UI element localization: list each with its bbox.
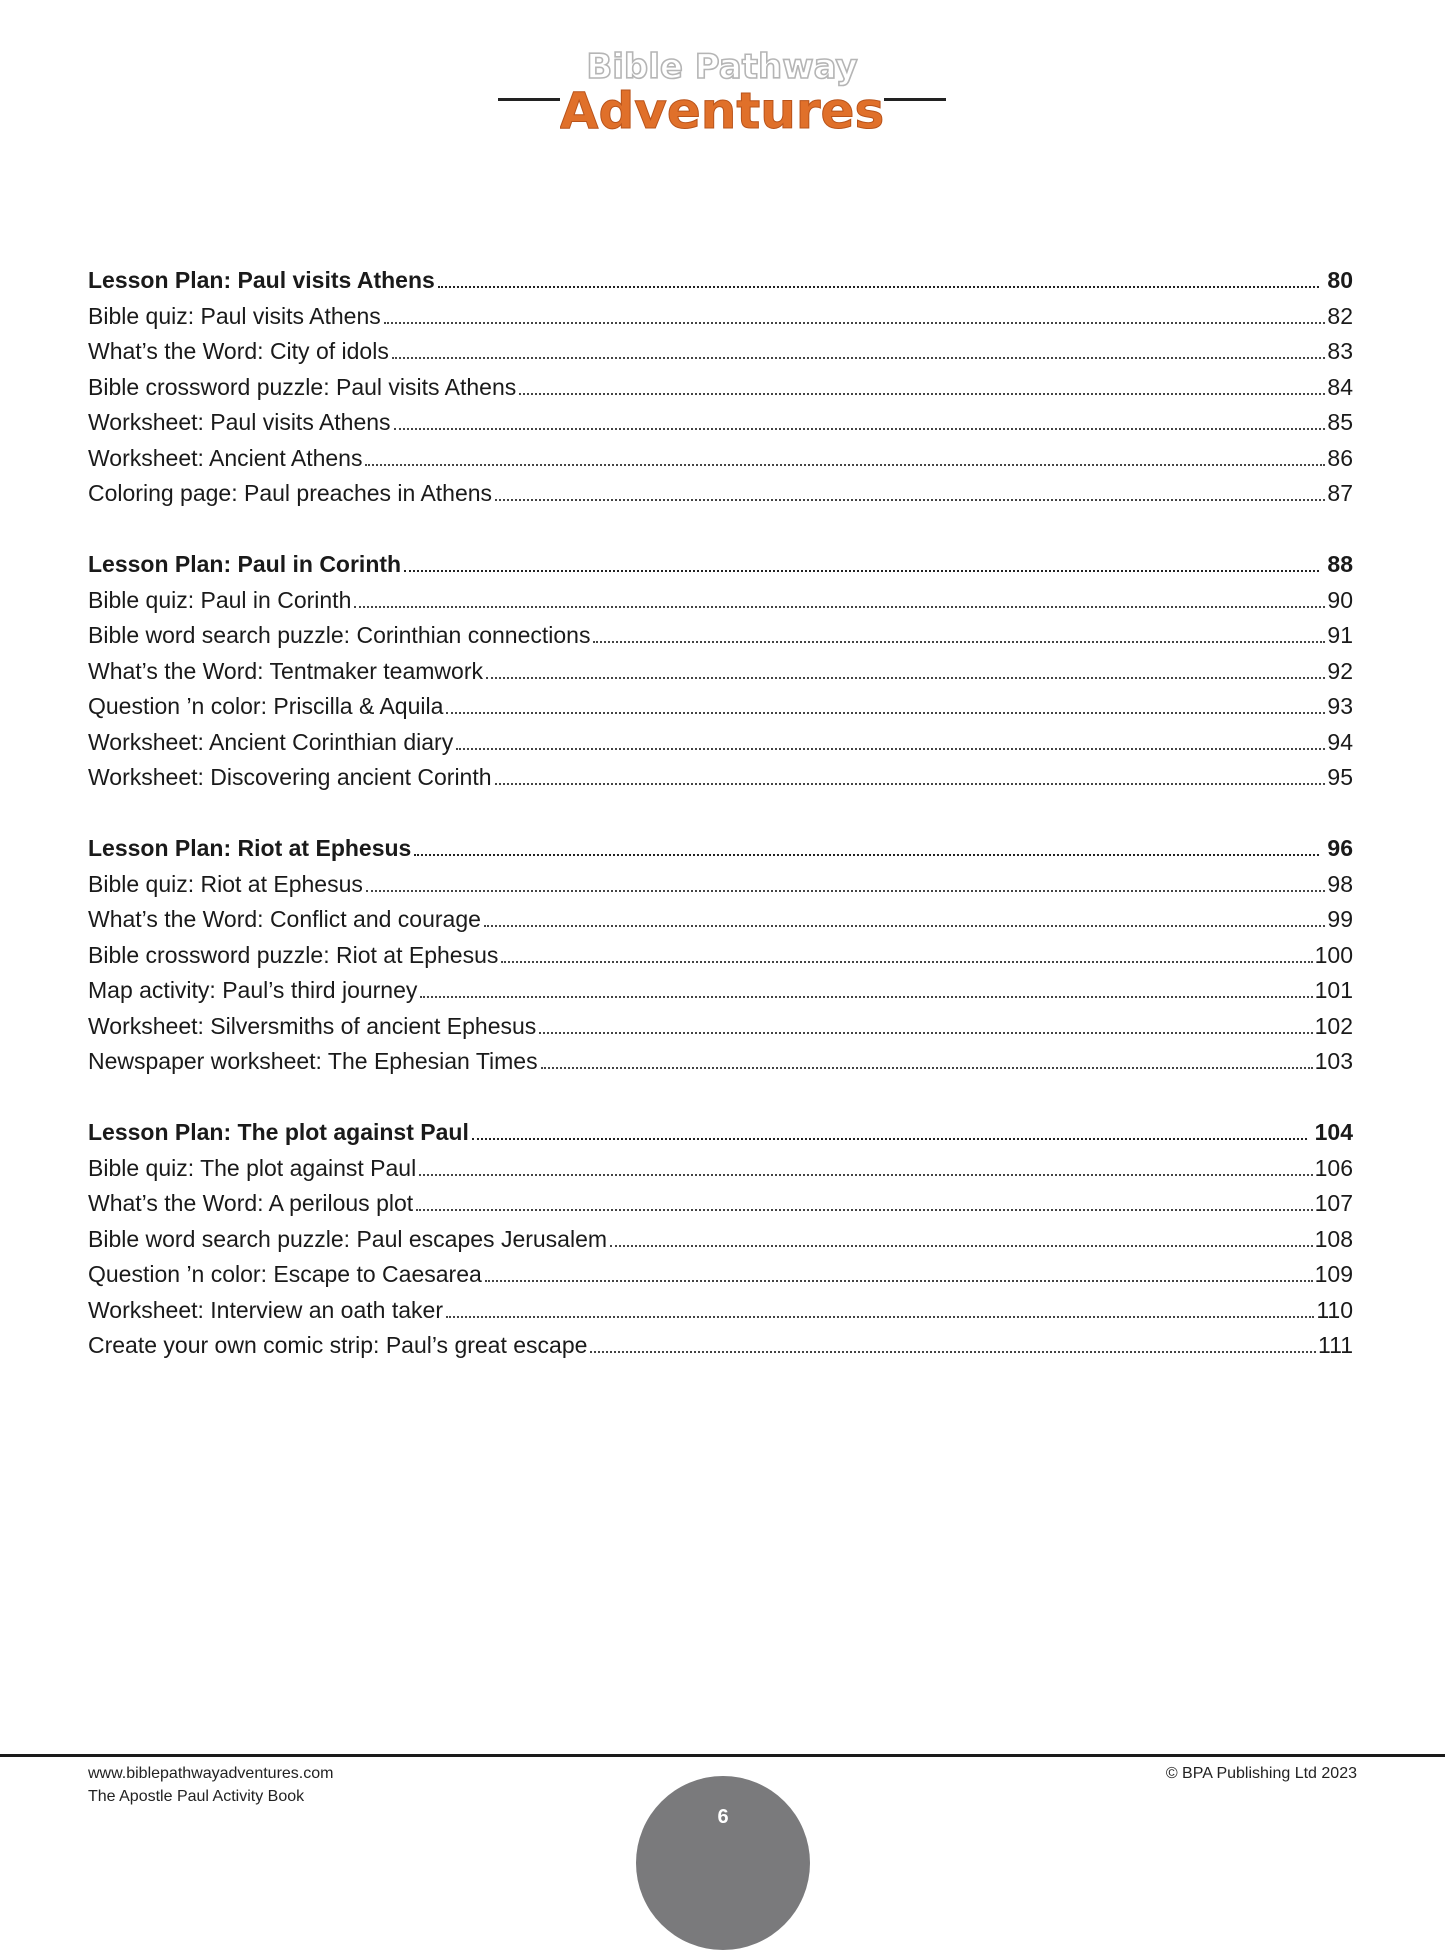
toc-entry-title: What’s the Word: Conflict and courage (88, 906, 481, 932)
dot-leader (486, 677, 1325, 679)
toc-entry[interactable] (88, 902, 1353, 938)
toc-entry-title: Bible quiz: Riot at Ephesus (88, 870, 363, 897)
toc-heading-page: 88 (1327, 551, 1353, 577)
toc-heading-page: 96 (1327, 835, 1353, 861)
toc-entry-page: 86 (1327, 444, 1353, 471)
toc-entry[interactable] (88, 405, 1353, 441)
toc-section-athens (88, 263, 1353, 512)
logo-line2: Adventures (560, 82, 885, 140)
toc-entry-page: 99 (1327, 906, 1353, 932)
dot-leader (610, 1245, 1313, 1247)
dot-leader (541, 1067, 1313, 1069)
toc-entry[interactable] (88, 1151, 1353, 1187)
toc-heading[interactable] (88, 547, 1353, 583)
dot-leader (485, 1280, 1313, 1282)
toc-entry-title: Question ’n color: Priscilla & Aquila (88, 693, 444, 719)
toc-entry-page: 95 (1327, 764, 1353, 790)
toc-entry-page: 94 (1327, 728, 1353, 755)
toc-entry[interactable] (88, 867, 1353, 903)
dot-leader (593, 641, 1325, 643)
page-number-tab (636, 1776, 810, 1950)
toc-entry[interactable] (88, 973, 1353, 1009)
toc-heading[interactable] (88, 263, 1353, 299)
dot-leader (354, 606, 1325, 608)
toc-entry-title: Coloring page: Paul preaches in Athens (88, 480, 493, 506)
toc-heading-page: 80 (1327, 267, 1353, 293)
toc-entry-title: Worksheet: Silversmiths of ancient Ephesus (88, 1012, 537, 1039)
page-number: 6 (717, 1806, 729, 1828)
toc-entry[interactable] (88, 1328, 1353, 1364)
toc-entry[interactable] (88, 725, 1353, 761)
dot-leader (414, 854, 1319, 856)
toc-entry[interactable] (88, 476, 1353, 512)
toc-entry-title: Worksheet: Paul visits Athens (88, 409, 391, 435)
dot-leader (384, 322, 1326, 324)
logo-rule-right (884, 98, 946, 101)
toc-entry-page: 103 (1314, 1048, 1353, 1074)
logo-line1: Bible Pathway (586, 47, 858, 87)
toc-entry-page: 111 (1318, 1332, 1353, 1358)
toc-entry[interactable] (88, 938, 1353, 974)
toc-entry[interactable] (88, 1222, 1353, 1258)
dot-leader (394, 428, 1326, 430)
toc-entry[interactable] (88, 654, 1353, 690)
toc-entry[interactable] (88, 334, 1353, 370)
dot-leader (420, 996, 1312, 998)
toc-entry-page: 83 (1327, 338, 1353, 364)
toc-entry-page: 90 (1327, 586, 1353, 613)
dot-leader (438, 286, 1320, 288)
toc-heading[interactable] (88, 1115, 1353, 1151)
toc-entry-title: Worksheet: Ancient Athens (88, 444, 363, 471)
toc-entry[interactable] (88, 1044, 1353, 1080)
dot-leader (419, 1174, 1312, 1176)
dot-leader (539, 1032, 1312, 1034)
toc-entry-title: Bible quiz: The plot against Paul (88, 1154, 417, 1181)
toc-entry[interactable] (88, 760, 1353, 796)
toc-section-plot (88, 1115, 1353, 1364)
toc-entry-page: 91 (1327, 622, 1353, 648)
toc-entry-page: 85 (1327, 409, 1353, 435)
toc-entry[interactable] (88, 1257, 1353, 1293)
toc-entry-page: 101 (1314, 977, 1353, 1003)
dot-leader (366, 890, 1326, 892)
toc-section-ephesus (88, 831, 1353, 1080)
logo-wordmark (560, 40, 885, 145)
toc-entry-title: Map activity: Paul’s third journey (88, 977, 418, 1003)
toc-heading-title: Lesson Plan: Paul visits Athens (88, 267, 435, 293)
toc-entry[interactable] (88, 370, 1353, 406)
toc-entry[interactable] (88, 583, 1353, 619)
toc-entry-page: 87 (1327, 480, 1353, 506)
toc-heading-title: Lesson Plan: The plot against Paul (88, 1119, 469, 1145)
footer-website[interactable]: www.biblepathwayadventures.com (88, 1765, 334, 1782)
footer-copyright: © BPA Publishing Ltd 2023 (1165, 1765, 1357, 1782)
toc-entry-title: Bible crossword puzzle: Riot at Ephesus (88, 941, 499, 968)
toc-heading-title: Lesson Plan: Riot at Ephesus (88, 835, 412, 861)
dot-leader (495, 499, 1325, 501)
toc-entry-page: 108 (1314, 1225, 1353, 1252)
toc-entry[interactable] (88, 1293, 1353, 1329)
toc-entry-title: Bible word search puzzle: Paul escapes Jerusalem (88, 1225, 608, 1252)
toc-entry[interactable] (88, 618, 1353, 654)
toc-entry-page: 84 (1327, 373, 1353, 400)
toc-heading-page: 104 (1314, 1119, 1353, 1145)
footer-rule (0, 1754, 1445, 1757)
toc-entry-page: 106 (1314, 1154, 1353, 1181)
dot-leader (472, 1138, 1307, 1140)
dot-leader (446, 1316, 1314, 1318)
dot-leader (501, 961, 1312, 963)
toc-entry-page: 92 (1327, 657, 1353, 684)
dot-leader (392, 357, 1326, 359)
dot-leader (404, 570, 1319, 572)
toc-entry-title: Worksheet: Discovering ancient Corinth (88, 764, 492, 790)
toc-section-corinth (88, 547, 1353, 796)
dot-leader (590, 1351, 1316, 1353)
footer-left (88, 1762, 333, 1808)
toc-entry-title: Bible word search puzzle: Corinthian connections (88, 622, 591, 648)
dot-leader (446, 712, 1325, 714)
table-of-contents (88, 263, 1353, 1399)
toc-entry-page: 98 (1327, 870, 1353, 897)
toc-entry[interactable] (88, 689, 1353, 725)
toc-entry-title: Bible crossword puzzle: Paul visits Athens (88, 373, 517, 400)
toc-entry-title: Create your own comic strip: Paul’s great escape (88, 1332, 588, 1358)
toc-entry-page: 102 (1314, 1012, 1353, 1039)
toc-heading[interactable] (88, 831, 1353, 867)
logo-rule-left (498, 98, 560, 101)
dot-leader (365, 464, 1325, 466)
toc-entry-page: 109 (1314, 1261, 1353, 1287)
toc-entry-title: Worksheet: Interview an oath taker (88, 1296, 443, 1323)
dot-leader (484, 925, 1325, 927)
toc-entry-title: What’s the Word: A perilous plot (88, 1190, 414, 1216)
dot-leader (495, 783, 1326, 785)
toc-entry-page: 100 (1314, 941, 1353, 968)
toc-entry-page: 93 (1327, 693, 1353, 719)
toc-entry[interactable] (88, 441, 1353, 477)
toc-entry-page: 110 (1316, 1296, 1353, 1323)
toc-entry-title: What’s the Word: City of idols (88, 338, 389, 364)
toc-entry-title: Bible quiz: Paul visits Athens (88, 302, 381, 329)
toc-entry-title: Worksheet: Ancient Corinthian diary (88, 728, 454, 755)
toc-entry-title: Newspaper worksheet: The Ephesian Times (88, 1048, 538, 1074)
toc-entry-title: What’s the Word: Tentmaker teamwork (88, 657, 483, 684)
toc-heading-title: Lesson Plan: Paul in Corinth (88, 551, 402, 577)
toc-entry-page: 82 (1327, 302, 1353, 329)
toc-entry[interactable] (88, 1186, 1353, 1222)
toc-entry-title: Bible quiz: Paul in Corinth (88, 586, 352, 613)
footer-book-title: The Apostle Paul Activity Book (88, 1788, 305, 1805)
brand-logo (0, 40, 1445, 150)
dot-leader (456, 748, 1325, 750)
dot-leader (416, 1209, 1312, 1211)
dot-leader (519, 393, 1325, 395)
toc-entry-page: 107 (1314, 1190, 1353, 1216)
toc-entry-title: Question ’n color: Escape to Caesarea (88, 1261, 482, 1287)
toc-entry[interactable] (88, 299, 1353, 335)
toc-entry[interactable] (88, 1009, 1353, 1045)
